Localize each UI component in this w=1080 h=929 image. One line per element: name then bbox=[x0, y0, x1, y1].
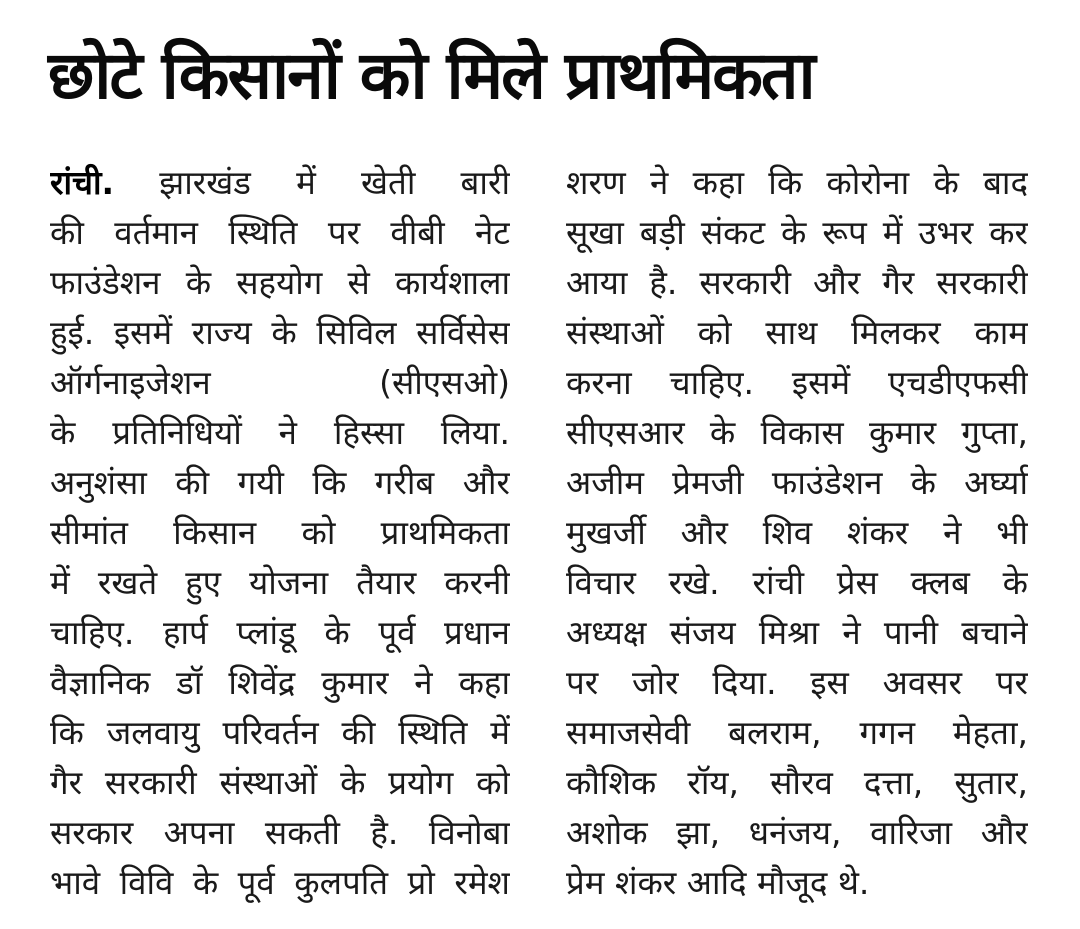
text-line: ऑर्गनाइजेशन (सीएसओ) bbox=[50, 363, 510, 402]
text-line: कि जलवायु परिवर्तन की स्थिति में bbox=[50, 713, 510, 752]
text-line: शरण ने कहा कि कोरोना के बाद bbox=[566, 163, 1028, 202]
text-line: अध्यक्ष संजय मिश्रा ने पानी बचाने bbox=[566, 613, 1028, 652]
text-line: अशोक झा, धनंजय, वारिजा और bbox=[566, 813, 1028, 852]
text-line: हुई. इसमें राज्य के सिविल सर्विसेस bbox=[50, 313, 510, 352]
text-line: की वर्तमान स्थिति पर वीबी नेट bbox=[50, 213, 510, 252]
text-line: वैज्ञानिक डॉ शिवेंद्र कुमार ने कहा bbox=[50, 663, 510, 702]
text-line: गैर सरकारी संस्थाओं के प्रयोग को bbox=[50, 763, 510, 802]
text-line: मुखर्जी और शिव शंकर ने भी bbox=[566, 513, 1028, 552]
text-line: सीएसआर के विकास कुमार गुप्ता, bbox=[566, 413, 1028, 452]
text-line: भावे विवि के पूर्व कुलपति प्रो रमेश bbox=[50, 863, 510, 902]
text-line: कौशिक रॉय, सौरव दत्ता, सुतार, bbox=[566, 763, 1028, 802]
text-line: के प्रतिनिधियों ने हिस्सा लिया. bbox=[50, 413, 510, 452]
text-line: प्रेम शंकर आदि मौजूद थे. bbox=[566, 863, 870, 902]
text-line: आया है. सरकारी और गैर सरकारी bbox=[566, 263, 1028, 302]
text-line: सूखा बड़ी संकट के रूप में उभर कर bbox=[566, 213, 1028, 252]
text-line bbox=[50, 158, 510, 208]
text-line: में रखते हुए योजना तैयार करनी bbox=[50, 563, 510, 602]
dateline: रांची. bbox=[50, 163, 115, 202]
text-line: चाहिए. हार्प प्लांडू के पूर्व प्रधान bbox=[50, 613, 510, 652]
article-column-left bbox=[50, 158, 510, 908]
text-line: अनुशंसा की गयी कि गरीब और bbox=[50, 463, 510, 502]
text-line: सीमांत किसान को प्राथमिकता bbox=[50, 513, 510, 552]
text-line: पर जोर दिया. इस अवसर पर bbox=[566, 663, 1028, 702]
text-line: अजीम प्रेमजी फाउंडेशन के अर्घ्या bbox=[566, 463, 1028, 502]
headline: छोटे किसानों को मिले प्राथमिकता bbox=[48, 37, 814, 114]
text-line: सरकार अपना सकती है. विनोबा bbox=[50, 813, 510, 852]
article-column-right bbox=[566, 158, 1028, 908]
text-line: समाजसेवी बलराम, गगन मेहता, bbox=[566, 713, 1028, 752]
text-line-content: झारखंड में खेती बारी bbox=[114, 163, 510, 202]
text-line: विचार रखे. रांची प्रेस क्लब के bbox=[566, 563, 1028, 602]
text-line: करना चाहिए. इसमें एचडीएफसी bbox=[566, 363, 1028, 402]
text-line: संस्थाओं को साथ मिलकर काम bbox=[566, 313, 1028, 352]
text-line: फाउंडेशन के सहयोग से कार्यशाला bbox=[50, 263, 510, 302]
